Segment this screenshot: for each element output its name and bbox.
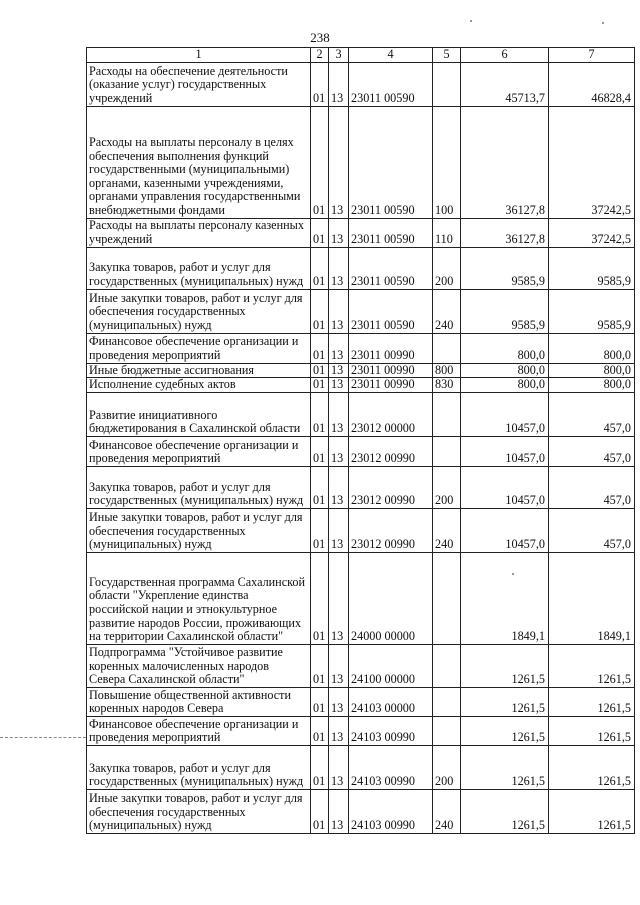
row-name: Закупка товаров, работ и услуг для государственных (муниципальных) нужд bbox=[87, 247, 311, 289]
row-value-col6: 800,0 bbox=[461, 333, 549, 363]
row-subsection: 13 bbox=[329, 466, 349, 508]
row-name: Исполнение судебных актов bbox=[87, 378, 311, 393]
row-value-col7: 457,0 bbox=[549, 466, 635, 508]
row-value-col6: 1261,5 bbox=[461, 789, 549, 833]
row-section: 01 bbox=[311, 363, 329, 378]
row-target-code: 24103 00990 bbox=[349, 716, 433, 745]
table-row bbox=[87, 392, 635, 436]
row-section: 01 bbox=[311, 333, 329, 363]
row-name: Иные закупки товаров, работ и услуг для обеспечения государственных (муниципальных) нужд bbox=[87, 508, 311, 552]
scan-speck bbox=[602, 22, 604, 24]
row-value-col7: 1849,1 bbox=[549, 552, 635, 644]
row-expense-type: 200 bbox=[433, 247, 461, 289]
row-value-col6: 800,0 bbox=[461, 378, 549, 393]
row-subsection: 13 bbox=[329, 378, 349, 393]
row-value-col7: 1261,5 bbox=[549, 687, 635, 716]
table-row bbox=[87, 508, 635, 552]
row-name: Государственная программа Сахалинской области "Укрепление единства российской нации и этнокультурное развитие народов России, проживающих на территории Сахалинской области" bbox=[87, 552, 311, 644]
row-target-code: 23011 00990 bbox=[349, 333, 433, 363]
row-name: Иные бюджетные ассигнования bbox=[87, 363, 311, 378]
row-expense-type bbox=[433, 333, 461, 363]
row-expense-type: 830 bbox=[433, 378, 461, 393]
row-target-code: 24103 00990 bbox=[349, 745, 433, 789]
row-name: Иные закупки товаров, работ и услуг для обеспечения государственных (муниципальных) нужд bbox=[87, 789, 311, 833]
column-header: 5 bbox=[433, 48, 461, 63]
row-value-col6: 10457,0 bbox=[461, 392, 549, 436]
scan-speck bbox=[470, 20, 472, 22]
row-target-code: 23011 00590 bbox=[349, 289, 433, 333]
table-row bbox=[87, 333, 635, 363]
row-value-col7: 1261,5 bbox=[549, 745, 635, 789]
row-subsection: 13 bbox=[329, 552, 349, 644]
row-expense-type bbox=[433, 436, 461, 466]
row-value-col6: 1849,1 bbox=[461, 552, 549, 644]
row-target-code: 23012 00000 bbox=[349, 392, 433, 436]
row-subsection: 13 bbox=[329, 363, 349, 378]
row-subsection: 13 bbox=[329, 508, 349, 552]
table-row bbox=[87, 687, 635, 716]
row-name: Повышение общественной активности коренных народов Севера bbox=[87, 687, 311, 716]
row-target-code: 23011 00590 bbox=[349, 106, 433, 218]
row-target-code: 23011 00590 bbox=[349, 62, 433, 106]
row-value-col6: 800,0 bbox=[461, 363, 549, 378]
row-name: Закупка товаров, работ и услуг для государственных (муниципальных) нужд bbox=[87, 745, 311, 789]
row-target-code: 24100 00000 bbox=[349, 644, 433, 687]
row-value-col6: 1261,5 bbox=[461, 644, 549, 687]
row-section: 01 bbox=[311, 436, 329, 466]
table-row bbox=[87, 789, 635, 833]
row-value-col6: 9585,9 bbox=[461, 289, 549, 333]
row-value-col7: 46828,4 bbox=[549, 62, 635, 106]
row-expense-type: 240 bbox=[433, 789, 461, 833]
row-subsection: 13 bbox=[329, 687, 349, 716]
row-expense-type: 110 bbox=[433, 218, 461, 247]
row-section: 01 bbox=[311, 289, 329, 333]
row-subsection: 13 bbox=[329, 436, 349, 466]
row-subsection: 13 bbox=[329, 218, 349, 247]
row-value-col7: 457,0 bbox=[549, 392, 635, 436]
row-section: 01 bbox=[311, 552, 329, 644]
row-section: 01 bbox=[311, 247, 329, 289]
row-section: 01 bbox=[311, 106, 329, 218]
column-header: 2 bbox=[311, 48, 329, 63]
table-row bbox=[87, 436, 635, 466]
table-row bbox=[87, 289, 635, 333]
row-subsection: 13 bbox=[329, 745, 349, 789]
row-name: Расходы на выплаты персоналу казенных учреждений bbox=[87, 218, 311, 247]
row-target-code: 23011 00590 bbox=[349, 218, 433, 247]
row-target-code: 24000 00000 bbox=[349, 552, 433, 644]
row-subsection: 13 bbox=[329, 106, 349, 218]
row-subsection: 13 bbox=[329, 247, 349, 289]
row-value-col7: 1261,5 bbox=[549, 716, 635, 745]
row-value-col7: 37242,5 bbox=[549, 218, 635, 247]
row-target-code: 23012 00990 bbox=[349, 466, 433, 508]
row-section: 01 bbox=[311, 745, 329, 789]
row-value-col6: 10457,0 bbox=[461, 436, 549, 466]
table-row bbox=[87, 716, 635, 745]
table-row bbox=[87, 218, 635, 247]
row-expense-type bbox=[433, 716, 461, 745]
row-expense-type bbox=[433, 552, 461, 644]
row-value-col7: 1261,5 bbox=[549, 644, 635, 687]
row-expense-type bbox=[433, 392, 461, 436]
row-value-col6: 9585,9 bbox=[461, 247, 549, 289]
row-expense-type: 100 bbox=[433, 106, 461, 218]
column-header: 1 bbox=[87, 48, 311, 63]
scan-margin-mark bbox=[0, 737, 86, 742]
row-subsection: 13 bbox=[329, 392, 349, 436]
table-row bbox=[87, 745, 635, 789]
table-row bbox=[87, 466, 635, 508]
row-target-code: 24103 00990 bbox=[349, 789, 433, 833]
row-name: Иные закупки товаров, работ и услуг для обеспечения государственных (муниципальных) нужд bbox=[87, 289, 311, 333]
row-value-col7: 800,0 bbox=[549, 333, 635, 363]
row-name: Закупка товаров, работ и услуг для государственных (муниципальных) нужд bbox=[87, 466, 311, 508]
row-expense-type: 200 bbox=[433, 466, 461, 508]
row-name: Расходы на выплаты персоналу в целях обеспечения выполнения функций государственными (муниципальными) органами, казенными учреждениями, органами управления государственными внебюджетными фондами bbox=[87, 106, 311, 218]
row-target-code: 23012 00990 bbox=[349, 436, 433, 466]
row-section: 01 bbox=[311, 687, 329, 716]
row-subsection: 13 bbox=[329, 289, 349, 333]
row-subsection: 13 bbox=[329, 62, 349, 106]
scan-speck bbox=[512, 573, 514, 575]
table-row bbox=[87, 378, 635, 393]
row-expense-type: 240 bbox=[433, 289, 461, 333]
budget-table bbox=[86, 47, 635, 834]
row-value-col6: 45713,7 bbox=[461, 62, 549, 106]
page-number: 238 bbox=[310, 30, 330, 45]
row-value-col6: 1261,5 bbox=[461, 716, 549, 745]
row-value-col6: 10457,0 bbox=[461, 508, 549, 552]
row-value-col7: 457,0 bbox=[549, 508, 635, 552]
row-name: Финансовое обеспечение организации и проведения мероприятий bbox=[87, 333, 311, 363]
row-value-col7: 9585,9 bbox=[549, 289, 635, 333]
row-name: Финансовое обеспечение организации и проведения мероприятий bbox=[87, 436, 311, 466]
row-name: Подпрограмма "Устойчивое развитие коренных малочисленных народов Севера Сахалинской области" bbox=[87, 644, 311, 687]
table-row bbox=[87, 62, 635, 106]
row-section: 01 bbox=[311, 789, 329, 833]
row-expense-type: 800 bbox=[433, 363, 461, 378]
row-value-col6: 1261,5 bbox=[461, 687, 549, 716]
table-row bbox=[87, 363, 635, 378]
table-row bbox=[87, 644, 635, 687]
row-target-code: 23011 00990 bbox=[349, 363, 433, 378]
row-section: 01 bbox=[311, 392, 329, 436]
header-row bbox=[87, 48, 635, 63]
row-expense-type: 240 bbox=[433, 508, 461, 552]
row-subsection: 13 bbox=[329, 789, 349, 833]
row-section: 01 bbox=[311, 466, 329, 508]
row-subsection: 13 bbox=[329, 716, 349, 745]
row-target-code: 23012 00990 bbox=[349, 508, 433, 552]
column-header: 3 bbox=[329, 48, 349, 63]
row-value-col7: 800,0 bbox=[549, 363, 635, 378]
row-name: Финансовое обеспечение организации и проведения мероприятий bbox=[87, 716, 311, 745]
row-name: Расходы на обеспечение деятельности (оказание услуг) государственных учреждений bbox=[87, 62, 311, 106]
row-name: Развитие инициативного бюджетирования в Сахалинской области bbox=[87, 392, 311, 436]
row-value-col6: 1261,5 bbox=[461, 745, 549, 789]
row-subsection: 13 bbox=[329, 333, 349, 363]
row-value-col6: 36127,8 bbox=[461, 106, 549, 218]
row-section: 01 bbox=[311, 378, 329, 393]
table-row bbox=[87, 247, 635, 289]
row-target-code: 23011 00990 bbox=[349, 378, 433, 393]
table-row bbox=[87, 552, 635, 644]
column-header: 7 bbox=[549, 48, 635, 63]
row-target-code: 24103 00000 bbox=[349, 687, 433, 716]
table-row bbox=[87, 106, 635, 218]
row-section: 01 bbox=[311, 644, 329, 687]
row-target-code: 23011 00590 bbox=[349, 247, 433, 289]
row-section: 01 bbox=[311, 62, 329, 106]
column-header: 6 bbox=[461, 48, 549, 63]
row-value-col7: 9585,9 bbox=[549, 247, 635, 289]
row-section: 01 bbox=[311, 508, 329, 552]
column-header: 4 bbox=[349, 48, 433, 63]
row-expense-type bbox=[433, 687, 461, 716]
row-expense-type bbox=[433, 644, 461, 687]
row-value-col7: 37242,5 bbox=[549, 106, 635, 218]
row-subsection: 13 bbox=[329, 644, 349, 687]
row-value-col6: 36127,8 bbox=[461, 218, 549, 247]
row-value-col6: 10457,0 bbox=[461, 466, 549, 508]
row-expense-type: 200 bbox=[433, 745, 461, 789]
row-section: 01 bbox=[311, 218, 329, 247]
row-value-col7: 457,0 bbox=[549, 436, 635, 466]
row-value-col7: 1261,5 bbox=[549, 789, 635, 833]
row-value-col7: 800,0 bbox=[549, 378, 635, 393]
row-expense-type bbox=[433, 62, 461, 106]
row-section: 01 bbox=[311, 716, 329, 745]
